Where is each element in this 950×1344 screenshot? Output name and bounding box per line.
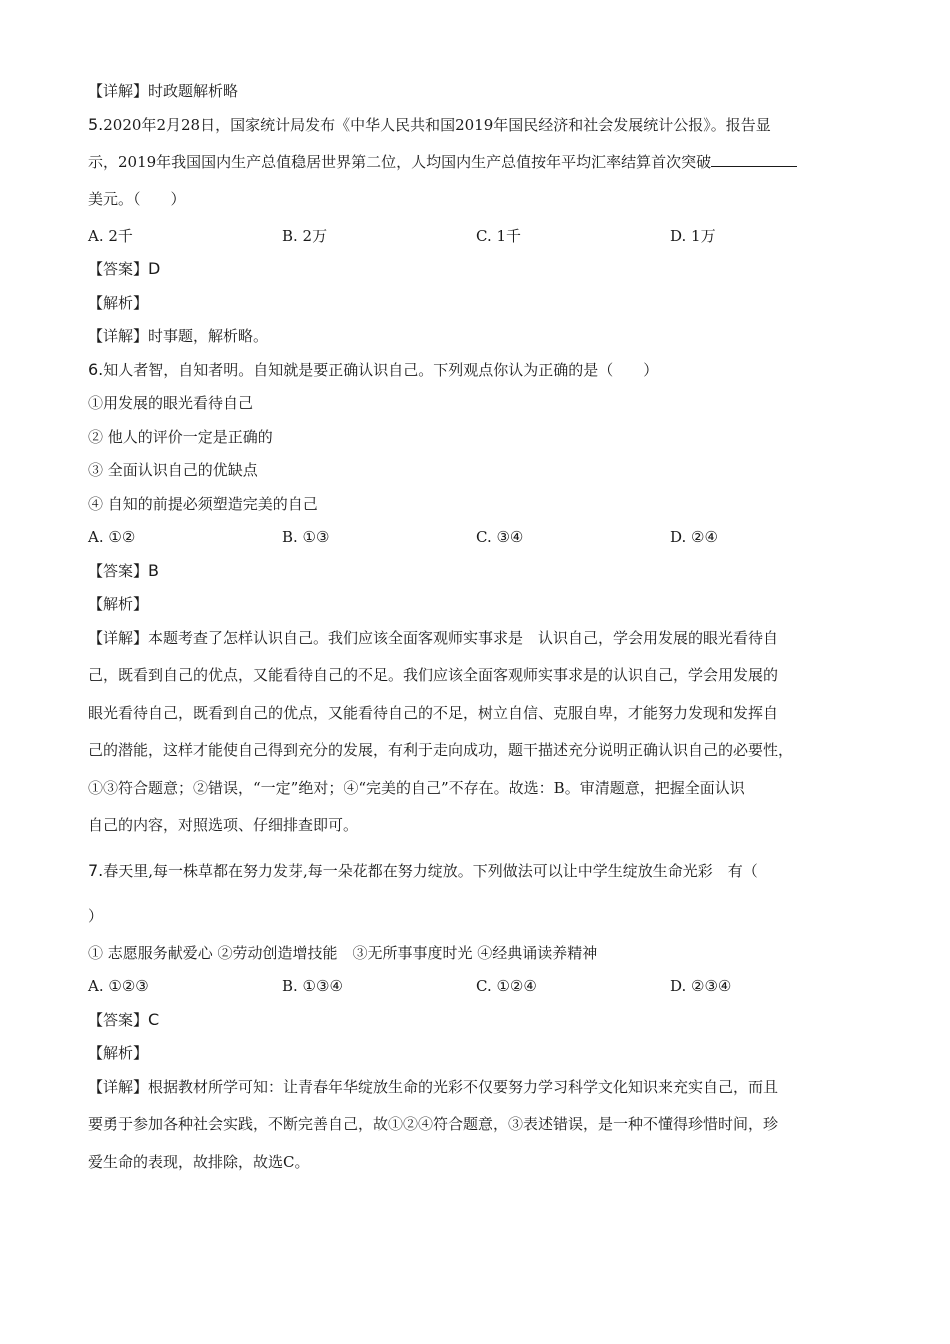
- q6-option-c: C. ③④: [476, 528, 524, 546]
- q6-detail-line3: 眼光看待自己，既看到自己的优点，又能看待自己的不足，树立自信、克服自卑，才能努力发现和发挥自: [88, 703, 779, 722]
- q6-detail-line2: 己，既看到自己的优点，又能看待自己的不足。我们应该全面客观师实事求是的认识自己，学会用发展的: [88, 666, 779, 684]
- q6-detail-line4: 己的潜能，这样才能使自己得到充分的发展，有利于走向成功，题干描述充分说明正确认识自己的必要性，: [88, 741, 794, 759]
- q6-item-2: ② 他人的评价一定是正确的: [88, 427, 273, 446]
- q5-option-d: D. 1万: [670, 226, 716, 245]
- q6-options: [88, 524, 866, 558]
- q5-option-b: B. 2万: [282, 226, 328, 245]
- q5-analysis-label: 【解析】: [88, 293, 149, 312]
- q6-detail-line1: 【详解】本题考查了怎样认识自己。我们应该全面客观师实事求是 认识自己，学会用发展的眼光看待自: [88, 628, 779, 647]
- q6-detail-line6: 自己的内容，对照选项、仔细排查即可。: [88, 816, 359, 834]
- q5-stem-line2: 示，2019年我国国内生产总值稳居世界第二位，人均国内生产总值按年平均汇率结算首次突破: [88, 149, 866, 186]
- q6-analysis-label: 【解析】: [88, 595, 149, 613]
- q6-stem: 6.知人者智，自知者明。自知就是要正确认识自己。下列观点你认为正确的是（ ）: [88, 359, 659, 379]
- q6-option-a: A. ①②: [88, 528, 136, 546]
- q7-option-a: A. ①②③: [88, 977, 149, 995]
- q7-option-b: B. ①③④: [282, 977, 343, 995]
- q7-number: 7.: [88, 860, 104, 880]
- q7-stem-line2: ）: [88, 906, 104, 925]
- q4-detail: 【详解】时政题解析略: [88, 82, 239, 100]
- q7-options: [88, 973, 866, 1007]
- q5-fill-blank: [711, 150, 797, 167]
- q5-option-a: A. 2千: [88, 226, 133, 245]
- q6-option-b: B. ①③: [282, 528, 330, 546]
- q5-option-c: C. 1千: [476, 226, 522, 245]
- q6-answer: 【答案】B: [88, 560, 159, 580]
- q7-option-d: D. ②③④: [670, 977, 732, 995]
- q7-detail-line3: 爱生命的表现，故排除，故选C。: [88, 1152, 310, 1171]
- q6-item-3: ③ 全面认识自己的优缺点: [88, 461, 258, 479]
- q7-items: ① 志愿服务献爱心 ②劳动创造增技能 ③无所事事度时光 ④经典诵读养精神: [88, 943, 598, 962]
- q7-stem-line1: 7.春天里,每一株草都在努力发芽,每一朵花都在努力绽放。下列做法可以让中学生绽放生命光彩 有（: [88, 860, 758, 880]
- q6-option-d: D. ②④: [670, 528, 718, 546]
- q5-number: 5.: [88, 114, 104, 134]
- document-page: [88, 78, 866, 1186]
- q5-stem-line1: 5.2020年2月28日，国家统计局发布《中华人民共和国2019年国民经济和社会发展统计公报》。报告显: [88, 114, 771, 134]
- q5-options: [88, 223, 866, 257]
- q5-answer: 【答案】D: [88, 259, 161, 278]
- q6-item-4: ④ 自知的前提必须塑造完美的自己: [88, 494, 318, 513]
- q7-answer: 【答案】C: [88, 1009, 160, 1029]
- q6-item-1: ①用发展的眼光看待自己: [88, 394, 254, 412]
- q7-detail-line1: 【详解】根据教材所学可知：让青春年华绽放生命的光彩不仅要努力学习科学文化知识来充实自己，而且: [88, 1077, 779, 1096]
- q7-option-c: C. ①②④: [476, 977, 537, 995]
- q7-analysis-label: 【解析】: [88, 1044, 149, 1062]
- q5-stem-line3: 美元。（ ）: [88, 189, 186, 208]
- q6-detail-line5: ①③符合题意；②错误，“一定”绝对；④“完美的自己”不存在。故选：B。审清题意，把握全面认识: [88, 778, 745, 797]
- q7-detail-line2: 要勇于参加各种社会实践，不断完善自己，故①②④符合题意，③表述错误，是一种不懂得珍惜时间，珍: [88, 1115, 779, 1133]
- q6-number: 6.: [88, 359, 104, 379]
- q5-detail: 【详解】时事题，解析略。: [88, 327, 269, 345]
